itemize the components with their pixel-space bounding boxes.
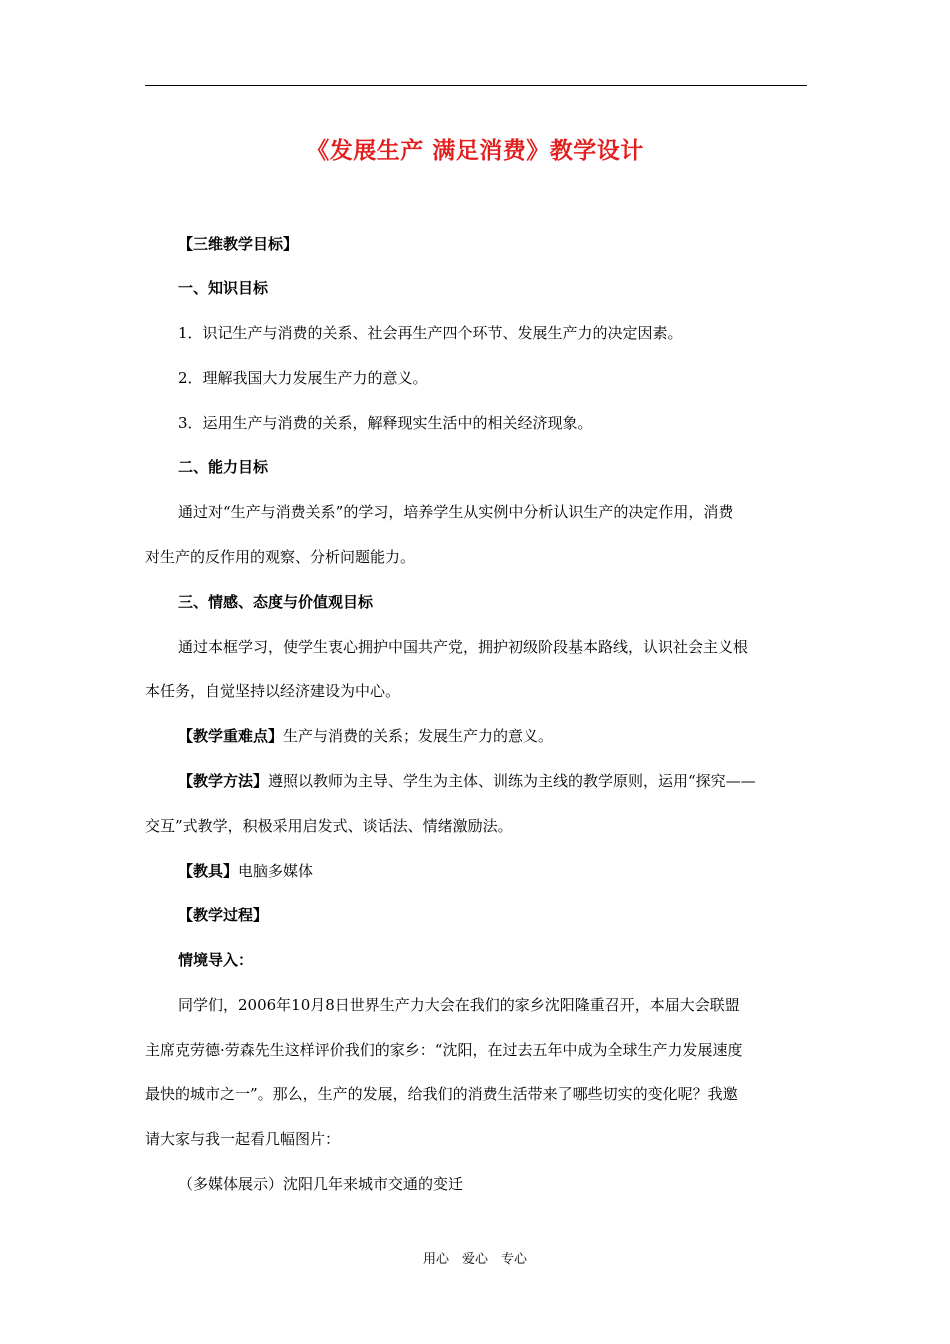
tools-label: 【教具】 [178,862,239,880]
intro-line-1: 同学们，2006年10月8日世界生产力大会在我们的家乡沈阳隆重召开，本届大会联盟 [178,996,740,1014]
header-rule [145,85,807,86]
emotion-line-1: 通过本框学习，使学生衷心拥护中国共产党，拥护初级阶段基本路线，认识社会主义根 [178,638,749,656]
key-points-text: 生产与消费的关系；发展生产力的意义。 [283,727,554,745]
knowledge-heading: 一、知识目标 [178,279,269,297]
key-points-paragraph [178,726,841,746]
page-footer: 用心 爱心 专心 [422,1252,527,1267]
page-title: 《发展生产 满足消费》教学设计 [306,138,644,164]
ability-line-2: 对生产的反作用的观察、分析问题能力。 [145,548,416,566]
methods-line-2: 交互”式教学，积极采用启发式、谈话法、情绪激励法。 [145,817,513,835]
emotion-line-2: 本任务，自觉坚持以经济建设为中心。 [145,682,401,700]
ability-heading: 二、能力目标 [178,458,269,476]
objectives-heading: 【三维教学目标】 [178,235,299,253]
key-points-label: 【教学重难点】 [178,727,284,745]
methods-label: 【教学方法】 [178,772,269,790]
intro-heading: 情境导入： [178,951,254,969]
tools-paragraph [178,861,841,881]
intro-line-2: 主席克劳德·劳森先生这样评价我们的家乡：“沈阳，在过去五年中成为全球生产力发展速度 [145,1041,743,1059]
emotion-heading: 三、情感、态度与价值观目标 [178,593,374,611]
ability-line-1: 通过对“生产与消费关系”的学习，培养学生从实例中分析认识生产的决定作用，消费 [178,503,734,521]
knowledge-item-2: 2．理解我国大力发展生产力的意义。 [178,369,428,387]
methods-paragraph [178,771,841,791]
knowledge-item-3: 3．运用生产与消费的关系，解释现实生活中的相关经济现象。 [178,414,593,432]
intro-line-4: 请大家与我一起看几幅图片： [145,1130,341,1148]
knowledge-item-1: 1．识记生产与消费的关系、社会再生产四个环节、发展生产力的决定因素。 [178,324,683,342]
tools-text: 电脑多媒体 [238,862,314,880]
intro-line-3: 最快的城市之一”。那么，生产的发展，给我们的消费生活带来了哪些切实的变化呢？我邀 [145,1085,738,1103]
process-heading: 【教学过程】 [178,906,269,924]
methods-text: 遵照以教师为主导、学生为主体、训练为主线的教学原则，运用“探究—— [268,772,756,790]
intro-media-note: （多媒体展示）沈阳几年来城市交通的变迁 [178,1175,464,1193]
